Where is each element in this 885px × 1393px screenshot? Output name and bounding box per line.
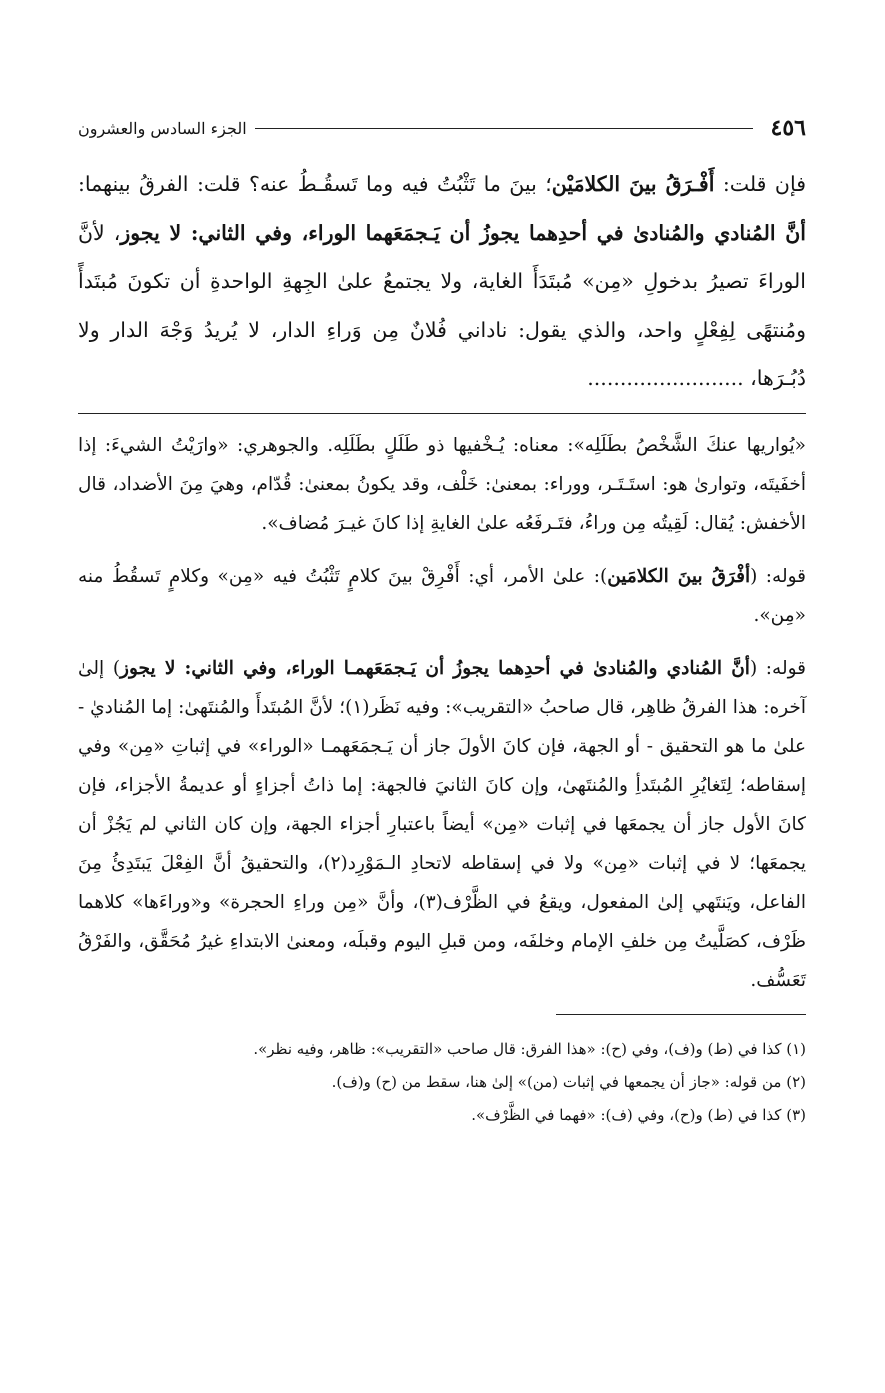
commentary-3-bold: أنَّ المُنادي والمُنادىٰ في أحدِهما يجوزُ أن يَـجمَعَهمـا الوراء، وفي الثاني: لا يجوز <box>120 657 750 679</box>
header-rule <box>255 128 753 129</box>
question-rest: ؛ بينَ ما تَثْبُتُ فيه وما تَسقُـطُ عنه؟ قلت: الفرقُ بينهما: <box>78 172 552 196</box>
commentary-paragraph-3 <box>78 649 806 1000</box>
commentary-paragraph-1: «يُواريها عنكَ الشَّخْصُ بطَلَلِه»: معناه: يُـخْفيها ذو طَلَلٍ بطَلَلِه. والجوهري: «وارَيْتُ الشيءَ: إذا أخفَيتَه، وتوارىٰ هو: استَـتَـر، ووراء: بمعنىٰ: خَلْف، وقد يكونُ بمعنىٰ: قُدّام، وهيَ مِنَ الأضداد، قال الأخفش: يُقال: لَقِيتُه مِن وراءُ، فتَـرفَعُه علىٰ الغايةِ إذا كانَ غيـرَ مُضاف». <box>78 434 806 534</box>
question-intro: فإن قلت: <box>714 172 806 196</box>
commentary-paragraph-2 <box>78 557 806 635</box>
book-page <box>78 108 806 1132</box>
footnote-3: (٣) كذا في (ط) و(ح)، وفي (ف): «فهما في الظَّرْف». <box>471 1105 806 1124</box>
text-separator <box>78 413 806 414</box>
commentary-3-rest: ) إلىٰ آخره: هذا الفرقُ ظاهِر، قال صاحبُ «التقريب»: وفيه نَظَر(١)؛ لأنَّ المُبتَدأَ والمُنتَهىٰ: إما المُناديٰ - علىٰ ما هو التحقيق - أو الجهة، فإن كانَ الأولَ جاز أن يَـجمَعَهمـا «الوراء» في إثباتِ «مِن» وفي إسقاطه؛ لِتَغايُرِ المُبتَدأِ والمُنتَهىٰ، وإن كانَ الثانيَ فالجهة: إما ذاتُ أجزاءٍ أو عديمةُ الأجزاء، فإن كانَ الأول جاز أن يجمعَها في إثبات «مِن» أيضاً باعتبارِ أجزاء الجهة، وإن كان الثاني لم يَجُزْ أن يجمعَها؛ لا في إثبات «مِن» ولا في إسقاطه لاتحادِ الـمَوْرِد(٢)، والتحقيقُ أنَّ الفِعْلَ يَبتَدِئُ مِنَ الفاعل، ويَنتَهي إلىٰ المفعول، ويقعُ في الظَّرْف(٣)، وأنَّ «مِن وراءِ الحجرة» و«وراءَها» كلاهما ظَرْف، كصَلَّيتُ مِن خلفِ الإمام وخلفَه، ومن قبلِ اليوم وقبلَه، ومعنىٰ الابتداءِ غيرُ مُحَقَّق، والفَرْقُ تَعَسُّف. <box>78 657 806 991</box>
commentary-2-rest: ): علىٰ الأمر، أي: أَفْرِقْ بينَ كلامٍ تَثْبُتُ فيه «مِن» وكلامٍ تَسقُطُ منه «مِن». <box>78 565 806 626</box>
main-text <box>78 160 806 403</box>
commentary-2-bold: أفْرَقُ بينَ الكلامَين <box>607 565 751 587</box>
question-bold: أَفْـرَقُ بينَ الكلامَيْن <box>551 172 715 196</box>
footnote-rule <box>556 1014 806 1015</box>
answer-bold: أنَّ المُنادي والمُنادىٰ في أحدِهما يجوزُ أن يَـجمَعَهما الوراء، وفي الثاني: لا يجوز <box>120 220 806 245</box>
commentary-3-intro: قوله: ( <box>749 657 806 679</box>
page-number: ٤٥٦ <box>770 115 806 141</box>
footnotes <box>78 1033 806 1132</box>
commentary-2-intro: قوله: ( <box>750 565 806 587</box>
answer-rest: ، لأنَّ الوراءَ تصيرُ بدخولِ «مِن» مُبتَدَأَ الغاية، ولا يجتمعُ علىٰ الجِهةِ الواحدةِ أن تكونَ مُبتَدأً ومُنتهًى لِفِعْلٍ واحد، والذي يقول: ناداني فُلانٌ مِن وَراءِ الدار، لا يُريدُ وَجْهَ الدار ولا دُبُـرَها، ........................ <box>78 220 806 390</box>
page-header <box>78 108 806 148</box>
footnote-1: (١) كذا في (ط) و(ف)، وفي (ح): «هذا الفرق: قال صاحب «التقريب»: ظاهر، وفيه نظر». <box>253 1039 806 1058</box>
running-head: الجزء السادس والعشرون <box>78 118 247 138</box>
footnote-2: (٢) من قوله: «جاز أن يجمعها في إثبات (من)» إلىٰ هنا، سقط من (ح) و(ف). <box>331 1072 806 1091</box>
commentary <box>78 426 806 1000</box>
